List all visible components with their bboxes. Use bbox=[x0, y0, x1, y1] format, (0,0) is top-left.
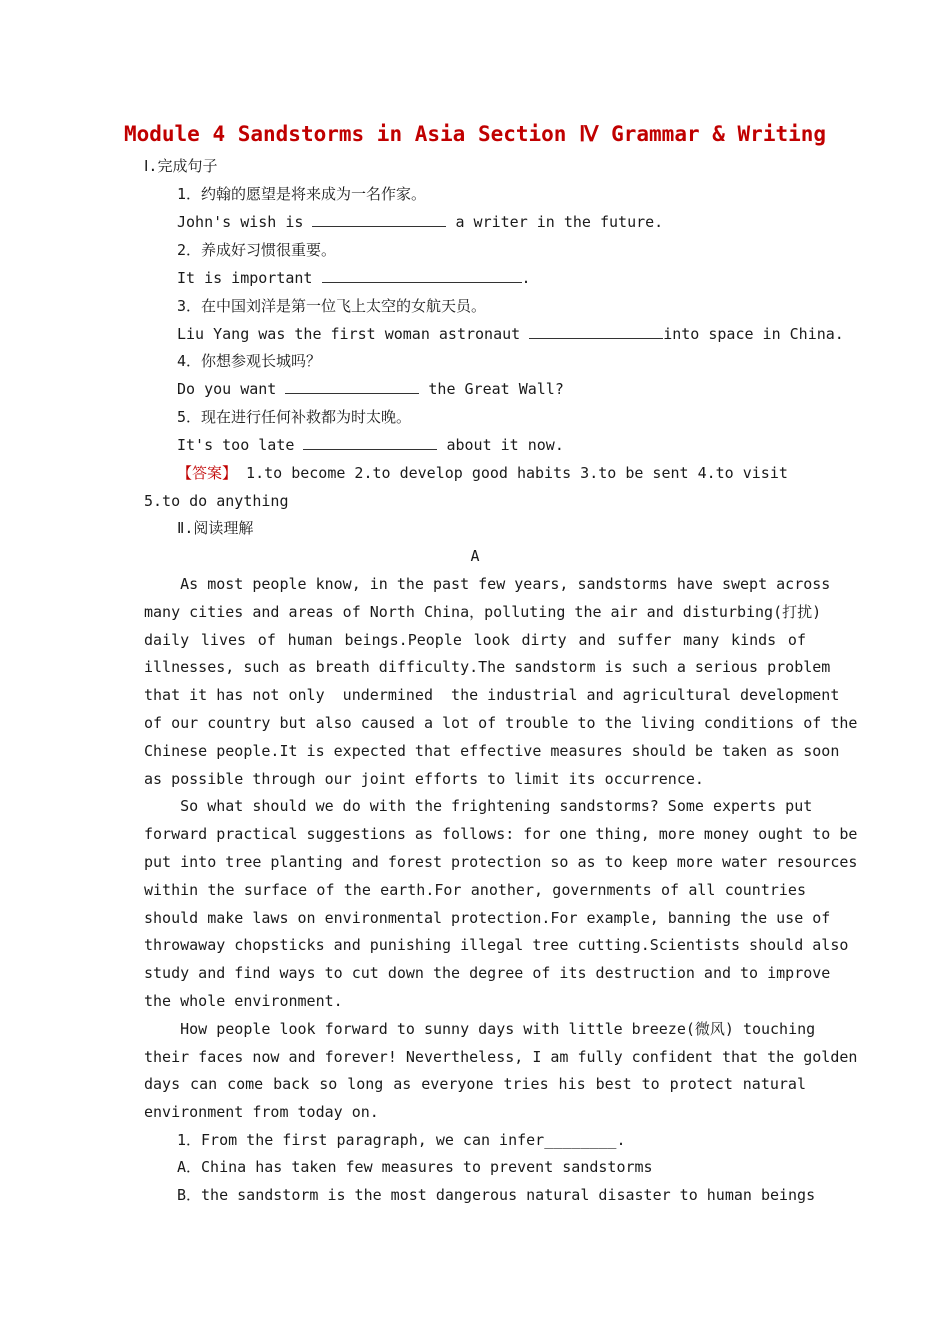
section-heading-2: Ⅱ.阅读理解 bbox=[177, 519, 254, 537]
option-b[interactable]: B．the sandstorm is the most dangerous natural disaster to human beings bbox=[177, 1186, 816, 1204]
question-en-1: John's wish is a writer in the future. bbox=[177, 213, 664, 231]
passage-label: A bbox=[470, 547, 480, 565]
question-en-3: Liu Yang was the first woman astronaut into space in China. bbox=[177, 325, 844, 343]
passage-line: days can come back so long as everyone tries his best to protect natural bbox=[144, 1075, 806, 1094]
passage-line: environment from today on. bbox=[144, 1103, 379, 1122]
question-cn-5: 5．现在进行任何补救都为时太晚。 bbox=[177, 408, 412, 426]
passage-line: the whole environment. bbox=[144, 992, 343, 1010]
passage-line: as possible through our joint efforts to limit its occurrence. bbox=[144, 769, 704, 788]
question-cn-1: 1．约翰的愿望是将来成为一名作家。 bbox=[177, 185, 427, 203]
passage-line: As most people know, in the past few years, sandstorms have swept across bbox=[144, 575, 831, 593]
question-1: 1．From the first paragraph, we can infer________. bbox=[177, 1131, 626, 1149]
answer-blank[interactable] bbox=[322, 268, 522, 283]
question-cn-2: 2．养成好习惯很重要。 bbox=[177, 241, 337, 259]
question-en-5: It's too late about it now. bbox=[177, 436, 564, 454]
passage-line: daily lives of human beings.People look dirty and suffer many kinds of bbox=[144, 630, 806, 649]
answer-blank[interactable] bbox=[285, 379, 419, 394]
passage-line: their faces now and forever! Nevertheless, I am fully confident that the golden bbox=[144, 1047, 858, 1066]
answer-line: 【答案】 1.to become 2.to develop good habits 3.to be sent 4.to visit bbox=[177, 464, 788, 482]
passage-line: forward practical suggestions as follows: for one thing, more money ought to be bbox=[144, 825, 858, 844]
answer-blank[interactable] bbox=[312, 212, 446, 227]
passage-line: within the surface of the earth.For another, governments of all countries bbox=[144, 880, 806, 899]
answer-blank[interactable] bbox=[529, 324, 663, 339]
section-heading-1: Ⅰ.完成句子 bbox=[144, 157, 218, 175]
option-a[interactable]: A．China has taken few measures to prevent sandstorms bbox=[177, 1158, 653, 1176]
passage-line: study and find ways to cut down the degree of its destruction and to improve bbox=[144, 964, 831, 983]
passage-line: How people look forward to sunny days with little breeze(微风) touching bbox=[144, 1019, 816, 1038]
passage-line: Chinese people.It is expected that effective measures should be taken as soon bbox=[144, 741, 840, 760]
passage-line: throwaway chopsticks and punishing illegal tree cutting.Scientists should also bbox=[144, 936, 849, 955]
answer-line-2: 5.to do anything bbox=[144, 492, 289, 510]
question-en-2: It is important . bbox=[177, 269, 531, 287]
answer-label: 【答案】 bbox=[177, 464, 238, 482]
passage-line: should make laws on environmental protection.For example, banning the use of bbox=[144, 908, 831, 927]
passage-line: put into tree planting and forest protection so as to keep more water resources bbox=[144, 853, 858, 871]
passage-line: many cities and areas of North China，polluting the air and disturbing(打扰) bbox=[144, 602, 822, 621]
question-en-4: Do you want the Great Wall? bbox=[177, 380, 564, 398]
question-cn-3: 3．在中国刘洋是第一位飞上太空的女航天员。 bbox=[177, 297, 487, 315]
passage-line: that it has not only undermined the industrial and agricultural development bbox=[144, 686, 840, 705]
question-cn-4: 4．你想参观长城吗？ bbox=[177, 352, 322, 370]
passage-line: illnesses, such as breath difficulty.The sandstorm is such a serious problem bbox=[144, 658, 831, 677]
passage-line: of our country but also caused a lot of trouble to the living conditions of the bbox=[144, 714, 858, 732]
answer-blank[interactable] bbox=[303, 435, 437, 450]
page-title: Module 4 Sandstorms in Asia Section Ⅳ Grammar & Writing bbox=[123, 122, 827, 146]
passage-line: So what should we do with the frightening sandstorms? Some experts put bbox=[144, 797, 813, 816]
